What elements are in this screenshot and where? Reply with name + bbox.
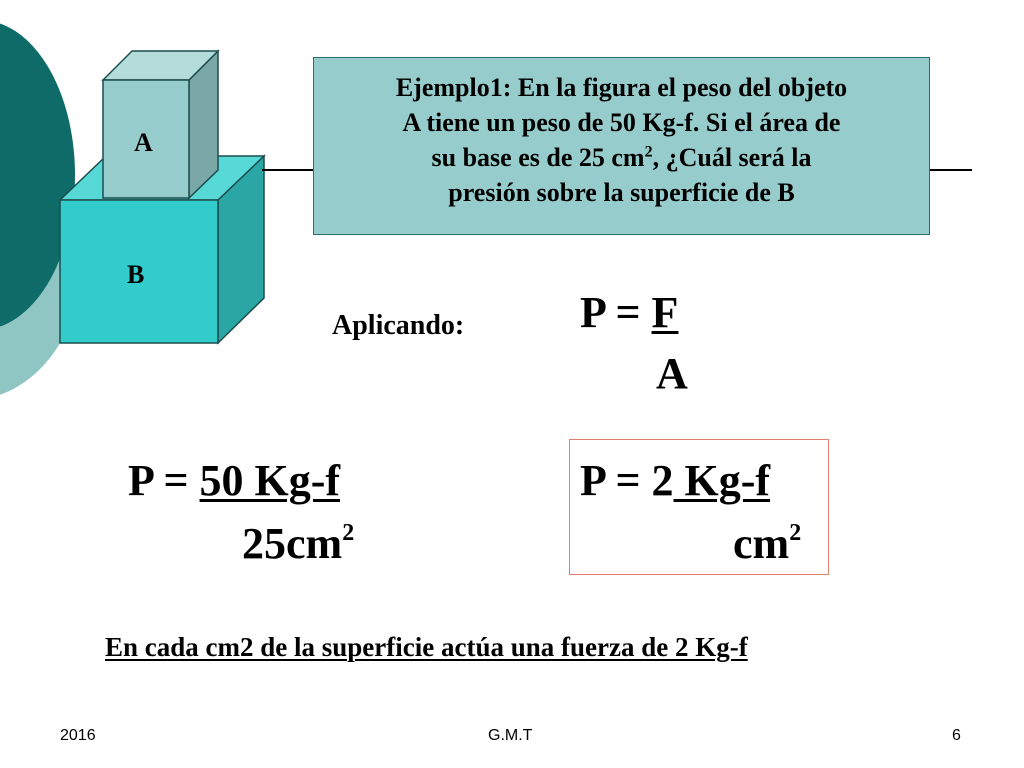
cube-a-label: A [134,128,153,157]
example-line-4: presión sobre la superficie de B [448,178,795,207]
cube-b-label: B [127,260,145,289]
title-rule-left [262,169,314,171]
formula-numerator-line: P = F [580,288,679,337]
slide-decoration [0,0,320,400]
calc-numerator-line: P = 50 Kg-f [128,456,341,505]
footer-page-number: 6 [952,727,961,744]
formula-denominator: A [656,349,688,398]
calc-numerator: 50 Kg-f [199,456,341,505]
example-line-3: su base es de 25 $cm^2$, ¿Cuál será la [431,143,812,172]
formula-label: Aplicando: [332,310,465,341]
example-box [313,57,930,235]
calc-denominator: $25cm^2$ [242,519,355,568]
formula-numerator: F [651,288,679,337]
result-numerator-line: P = 2 Kg-f [580,456,771,505]
result-denominator: $cm^2$ [733,519,802,568]
footer-year: 2016 [60,727,96,744]
footer-author: G.M.T [488,727,533,744]
title-rule-right [930,169,972,171]
example-line-2: A tiene un peso de 50 Kg-f. Si el área de [402,108,841,137]
result-numerator: Kg-f [673,456,771,505]
conclusion-text: En cada cm2 de la superficie actúa una fuerza de 2 Kg-f [105,632,748,662]
example-line-1: Ejemplo1: En la figura el peso del objeto [395,73,848,102]
cube-a [103,51,218,198]
